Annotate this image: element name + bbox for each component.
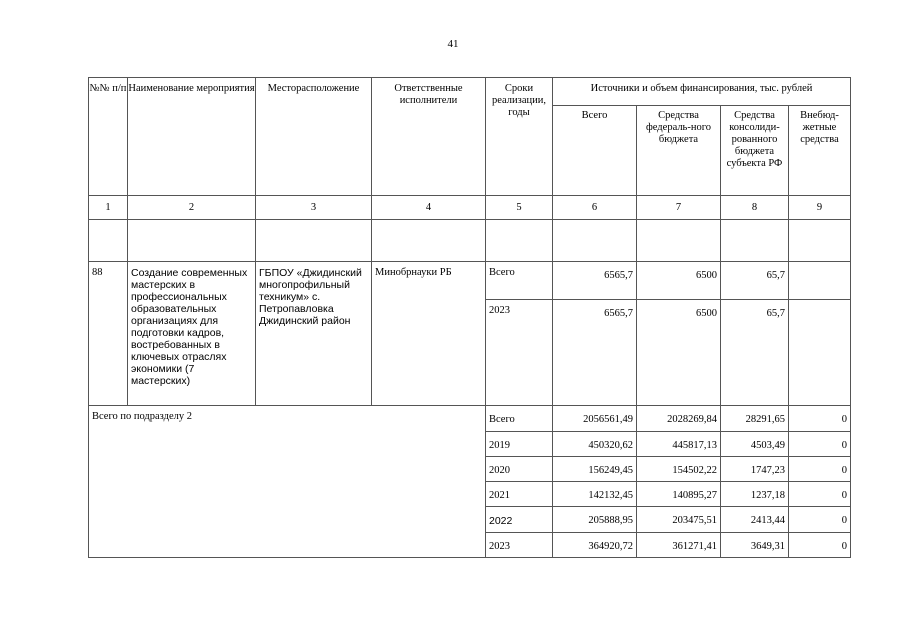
subtotal-federal: 2028269,84 xyxy=(637,406,721,432)
subtotal-period: 2021 xyxy=(486,482,553,507)
subtotal-regional: 2413,44 xyxy=(721,507,789,533)
subtotal-period: 2023 xyxy=(486,533,553,558)
item-total: 6565,7 xyxy=(553,262,637,300)
subtotal-total: 156249,45 xyxy=(553,457,637,482)
item-period: 2023 xyxy=(486,300,553,406)
column-number: 9 xyxy=(789,196,851,220)
subtotal-extra-budget: 0 xyxy=(789,457,851,482)
subtotal-extra-budget: 0 xyxy=(789,432,851,457)
column-number: 2 xyxy=(128,196,256,220)
subtotal-extra-budget: 0 xyxy=(789,482,851,507)
column-number: 1 xyxy=(89,196,128,220)
column-number: 7 xyxy=(637,196,721,220)
header-federal: Средства федераль-ного бюджета xyxy=(637,106,721,196)
subtotal-regional: 1237,18 xyxy=(721,482,789,507)
subtotal-label: Всего по подразделу 2 xyxy=(89,406,486,558)
column-numbers-row xyxy=(89,196,851,220)
subtotal-extra-budget: 0 xyxy=(789,507,851,533)
subtotal-regional: 1747,23 xyxy=(721,457,789,482)
item-88-row-total xyxy=(89,262,851,300)
header-name: Наименование мероприятия xyxy=(128,78,256,196)
header-period: Сроки реализации, годы xyxy=(486,78,553,196)
item-total: 6565,7 xyxy=(553,300,637,406)
item-period: Всего xyxy=(486,262,553,300)
subtotal-regional: 28291,65 xyxy=(721,406,789,432)
item-name: Создание современных мастерских в профессиональных образовательных организациях для подготовки кадров, востребованных в ключевых отраслях экономики (7 мастерских) xyxy=(128,262,256,406)
column-number: 6 xyxy=(553,196,637,220)
header-regional: Средства консолиди-рованного бюджета субъекта РФ xyxy=(721,106,789,196)
item-federal: 6500 xyxy=(637,262,721,300)
subtotal-total: 450320,62 xyxy=(553,432,637,457)
subtotal-extra-budget: 0 xyxy=(789,406,851,432)
column-number: 3 xyxy=(256,196,372,220)
subtotal-period: 2019 xyxy=(486,432,553,457)
subtotal-regional: 3649,31 xyxy=(721,533,789,558)
column-number: 4 xyxy=(372,196,486,220)
subtotal-row xyxy=(89,406,851,432)
financing-table xyxy=(88,77,851,558)
header-location: Месторасположение xyxy=(256,78,372,196)
column-number: 5 xyxy=(486,196,553,220)
item-executor: Минобрнауки РБ xyxy=(372,262,486,406)
subtotal-extra-budget: 0 xyxy=(789,533,851,558)
header-number: №№ п/п xyxy=(89,78,128,196)
subtotal-federal: 445817,13 xyxy=(637,432,721,457)
header-funding-group: Источники и объем финансирования, тыс. рублей xyxy=(553,78,851,106)
header-total: Всего xyxy=(553,106,637,196)
subtotal-total: 205888,95 xyxy=(553,507,637,533)
column-number: 8 xyxy=(721,196,789,220)
item-regional: 65,7 xyxy=(721,300,789,406)
subtotal-total: 142132,45 xyxy=(553,482,637,507)
subtotal-period: Всего xyxy=(486,406,553,432)
item-regional: 65,7 xyxy=(721,262,789,300)
subtotal-federal: 140895,27 xyxy=(637,482,721,507)
item-number: 88 xyxy=(89,262,128,406)
subtotal-period: 2022 xyxy=(486,507,553,533)
item-extra-budget xyxy=(789,300,851,406)
empty-row xyxy=(89,220,851,262)
subtotal-total: 2056561,49 xyxy=(553,406,637,432)
item-extra-budget xyxy=(789,262,851,300)
subtotal-period: 2020 xyxy=(486,457,553,482)
page-number: 41 xyxy=(447,38,459,50)
item-location: ГБПОУ «Джидинский многопрофильный техникум» с. Петропавловка Джидинский район xyxy=(256,262,372,406)
header-extra-budget: Внебюд-жетные средства xyxy=(789,106,851,196)
subtotal-total: 364920,72 xyxy=(553,533,637,558)
subtotal-regional: 4503,49 xyxy=(721,432,789,457)
header-executors: Ответственные исполнители xyxy=(372,78,486,196)
item-federal: 6500 xyxy=(637,300,721,406)
subtotal-federal: 203475,51 xyxy=(637,507,721,533)
subtotal-federal: 361271,41 xyxy=(637,533,721,558)
subtotal-federal: 154502,22 xyxy=(637,457,721,482)
